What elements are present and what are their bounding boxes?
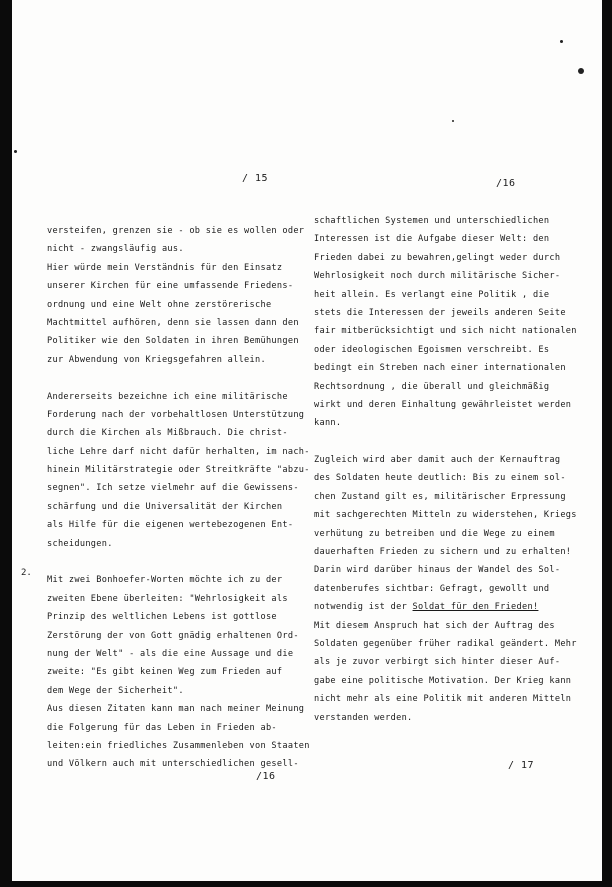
text-line: verstanden werden. — [314, 712, 413, 723]
document-page — [12, 0, 602, 881]
text-line: versteifen, grenzen sie - ob sie es wollen oder — [47, 226, 305, 236]
text-line: fair mitberücksichtigt und sich nicht nationalen — [314, 326, 577, 337]
underlined-phrase: Soldat für den Frieden! — [412, 602, 539, 613]
text-line: durch die Kirchen als Mißbrauch. Die christ- — [47, 428, 288, 439]
right-paragraph-2-last-line: notwendig ist der Soldat für den Frieden! — [314, 602, 539, 613]
text-line: kann. — [314, 418, 342, 429]
text-line: nung der Welt" - als die eine Aussage und die — [47, 648, 294, 659]
text-line: Interessen ist die Aufgabe dieser Welt: den — [314, 234, 550, 245]
text-line: und Völkern auch mit unterschiedlichen gesell- — [47, 759, 299, 770]
scan-speck — [560, 40, 563, 43]
text-line: heit allein. Es verlangt eine Politik , die — [314, 289, 550, 300]
text-line: Frieden dabei zu bewahren,gelingt weder durch — [314, 252, 561, 263]
text-line: Hier würde mein Verständnis für den Einsatz — [47, 262, 283, 273]
text-line: hinein Militärstrategie oder Streitkräfte "abzu- — [47, 465, 310, 476]
text-line: datenberufes sichtbar: Gefragt, gewollt und — [314, 583, 550, 594]
scan-border-bottom — [0, 881, 612, 887]
scan-speck — [14, 150, 17, 153]
text-line: Mit zwei Bonhoefer-Worten möchte ich zu der — [47, 575, 283, 586]
text-line: Andererseits bezeichne ich eine militärische — [47, 391, 288, 402]
text-line: als je zuvor verbirgt sich hinter dieser Auf- — [314, 657, 561, 668]
text-line: Politiker wie den Soldaten in ihren Bemühungen — [47, 336, 299, 347]
scan-speck — [578, 68, 584, 74]
text-line: ordnung und eine Welt ohne zerstörerische — [47, 299, 272, 310]
text-line: als Hilfe für die eigenen wertebezogenen Ent- — [47, 520, 294, 531]
text-line: Mit diesem Anspruch hat sich der Auftrag des — [314, 620, 555, 631]
text-line: nicht mehr als eine Politik mit anderen Mitteln — [314, 694, 572, 705]
text-line: zweite: "Es gibt keinen Weg zum Frieden auf — [47, 667, 283, 678]
text-line: Soldaten gegenüber früher radikal geändert. Mehr — [314, 638, 577, 649]
text-line: Zerstörung der von Gott gnädig erhaltenen Ord- — [47, 630, 299, 641]
right-paragraph-3 — [314, 617, 596, 727]
text-line: mit sachgerechten Mitteln zu widerstehen, Kriegs — [314, 510, 577, 521]
text-line: bedingt ein Streben nach einer internationalen — [314, 363, 566, 374]
page-number-top-right: /16 — [496, 178, 516, 189]
scan-border-left — [0, 0, 12, 887]
text-line: Wehrlosigkeit noch durch militärische Sicher- — [314, 271, 561, 282]
page-number-top-left: / 15 — [242, 173, 269, 184]
right-paragraph-1 — [314, 212, 596, 433]
right-column — [314, 212, 596, 727]
text-line: wirkt und deren Einhaltung gewährleistet werden — [314, 399, 572, 410]
text-line: oder ideologischen Egoismen verschreibt. Es — [314, 344, 550, 355]
left-column — [47, 222, 309, 774]
section-number: 2. — [21, 568, 32, 578]
text-line: scheidungen. — [47, 538, 113, 549]
text-line: die Folgerung für das Leben in Frieden ab- — [47, 722, 277, 733]
left-paragraph-1 — [47, 222, 309, 259]
text-line: Aus diesen Zitaten kann man nach meiner Meinung — [47, 704, 305, 715]
text-line: dem Wege der Sicherheit". — [47, 685, 184, 696]
scan-speck — [452, 120, 454, 122]
text-line: leiten:ein friedliches Zusammenleben von Staaten — [47, 740, 310, 751]
text-line: unserer Kirchen für eine umfassende Friedens- — [47, 281, 294, 292]
left-paragraph-2 — [47, 259, 309, 369]
page-number-bottom-right: / 17 — [508, 760, 535, 771]
right-paragraph-2 — [314, 451, 596, 598]
text-line: des Soldaten heute deutlich: Bis zu einem sol- — [314, 473, 566, 484]
text-line: Darin wird darüber hinaus der Wandel des Sol- — [314, 565, 561, 576]
text-line: zur Abwendung von Kriegsgefahren allein. — [47, 354, 266, 365]
text-line: nicht - zwangsläufig aus. — [47, 244, 184, 255]
text-line: schärfung und die Universalität der Kirchen — [47, 501, 283, 512]
text-line: Prinzip des weltlichen Lebens ist gottlose — [47, 612, 277, 623]
text-line: gabe eine politische Motivation. Der Krieg kann — [314, 675, 572, 686]
text-line: liche Lehre darf nicht dafür herhalten, im nach- — [47, 446, 310, 457]
text-line: chen Zustand gilt es, militärischer Erpressung — [314, 491, 566, 502]
text-line: Zugleich wird aber damit auch der Kernauftrag — [314, 455, 561, 466]
text-line: dauerhaften Frieden zu sichern und zu erhalten! — [314, 547, 572, 558]
text-line: schaftlichen Systemen und unterschiedlichen — [314, 216, 550, 226]
scan-border-right — [602, 0, 612, 887]
text-line: Rechtsordnung , die überall und gleichmäßig — [314, 381, 550, 392]
text-line: zweiten Ebene überleiten: "Wehrlosigkeit als — [47, 593, 288, 604]
left-paragraph-4 — [47, 571, 309, 773]
text-line: segnen". Ich setze vielmehr auf die Gewissens- — [47, 483, 299, 494]
text-line: verhütung zu betreiben und die Wege zu einem — [314, 528, 555, 539]
left-paragraph-3 — [47, 388, 309, 554]
text-line: Machtmittel aufhören, denn sie lassen dann den — [47, 317, 299, 328]
page-number-bottom-left: /16 — [256, 771, 276, 782]
text-line: stets die Interessen der jeweils anderen Seite — [314, 307, 566, 318]
text-line: Forderung nach der vorbehaltlosen Unterstützung — [47, 409, 305, 420]
